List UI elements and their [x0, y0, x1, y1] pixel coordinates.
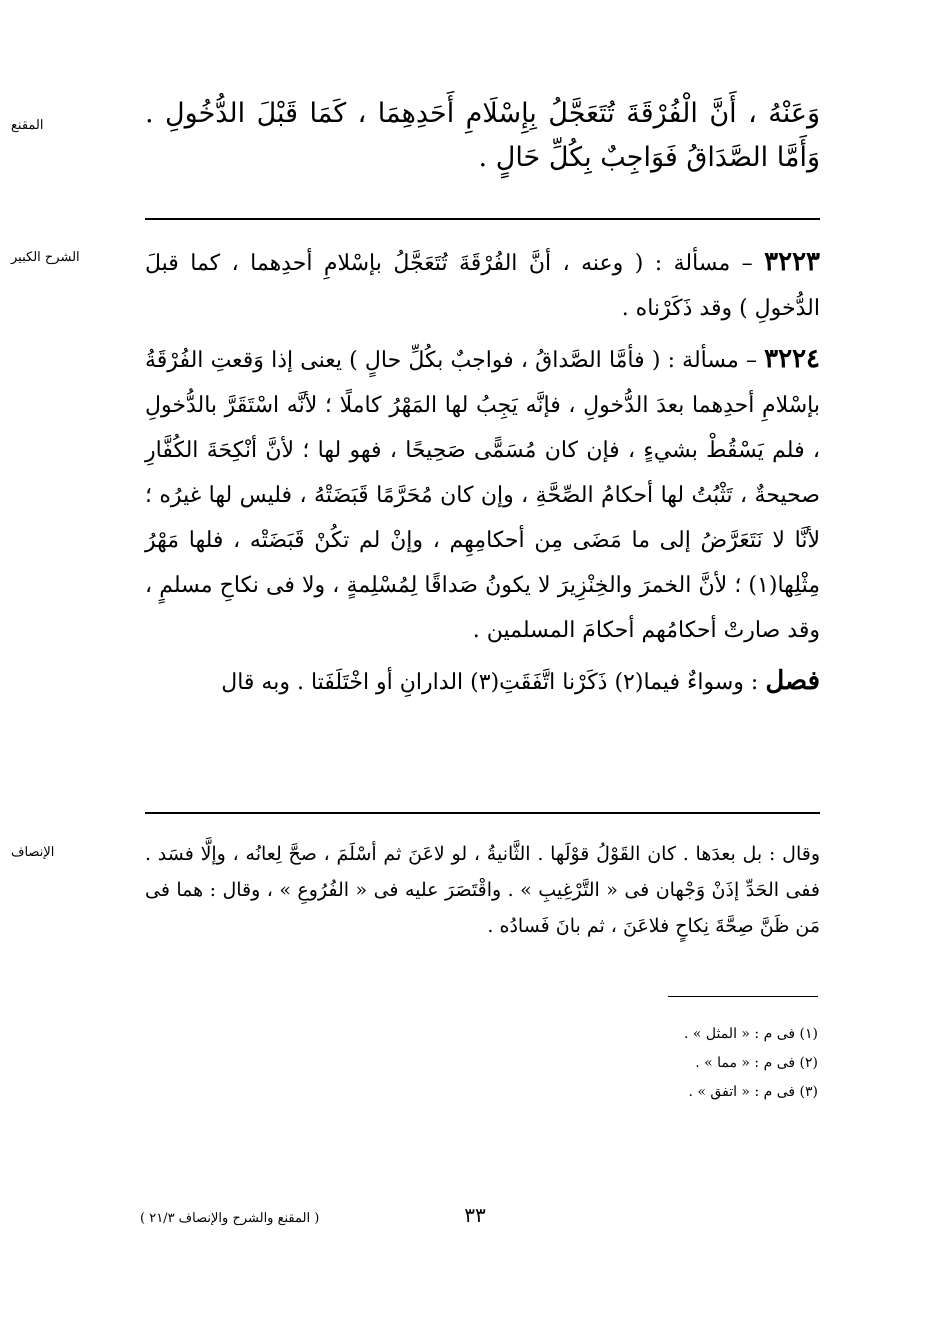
- issue-number: ٣٢٢٣: [764, 247, 820, 277]
- fasl-heading: فصل: [765, 666, 820, 696]
- issue-number: ٣٢٢٤: [764, 344, 820, 374]
- footnote-2: (٢) فى م : « مما » .: [695, 1055, 818, 1071]
- sharh-fasl: [145, 659, 820, 705]
- margin-label-insaf: الإنصاف: [11, 845, 55, 860]
- issue-text: – مسألة : ( وعنه ، أنَّ الفُرْقَةَ تُتَعَجَّلُ بإسْلامِ أحدِهما ، كما قبلَ الدُّخولِ ) وقد ذَكَرْناه .: [145, 251, 820, 321]
- sharh-paragraph-2: [145, 337, 820, 653]
- fasl-text: : وسواءٌ فيما(٢) ذَكَرْنا اتَّفَقَتِ(٣) الدارانِ أو اخْتَلَفَتا . وبه قال: [221, 670, 759, 695]
- muqni-text: وَعَنْهُ ، أَنَّ الْفُرْقَةَ تُتَعَجَّلُ بِإِسْلَامِ أَحَدِهِمَا ، كَمَا قَبْلَ الدُّخُولِ . وَأَمَّا الصَّدَاقُ فَوَاجِبٌ بِكُلِّ حَالٍ .: [145, 98, 820, 173]
- page-number: ٣٣: [464, 1203, 486, 1227]
- footnotes: [500, 1020, 818, 1107]
- running-footer: ( المقنع والشرح والإنصاف ٢١/٣ ): [140, 1211, 320, 1226]
- sharh-paragraph-1: [145, 240, 820, 331]
- section-divider-top: [145, 218, 820, 220]
- insaf-text: وقال : بل بعدَها . كان القَوْلُ قوْلَها . الثَّانيةُ ، لو لاعَنَ ثم أسْلَمَ ، صحَّ لِعانُه ، وإلَّا فسَد . ففى الحَدِّ إذَنْ وَجْهان فى « التَّرْغِيبِ » . واقْتَصَرَ عليه فى « الفُرُوعِ » ، وقال : هما فى مَن ظَنَّ صِحَّةَ نِكاحٍ فلاعَنَ ، ثم بانَ فَسادُه .: [145, 843, 820, 937]
- footnote-divider: [668, 996, 818, 997]
- footnote-3: (٣) فى م : « اتفق » .: [688, 1084, 818, 1100]
- issue-text: – مسألة : ( فأمَّا الصَّداقُ ، فواجبٌ بكُلِّ حالٍ ) يعنى إذا وَقعتِ الفُرْقَةُ بإسْلامِ أحدِهما بعدَ الدُّخولِ ، فإنَّه يَجِبُ لها المَهْرُ كاملًا ؛ لأنَّه اسْتَقَرَّ بالدُّخولِ ، فلم يَسْقُطْ بشيءٍ ، فإن كان مُسَمًّى صَحِيحًا ، فهو لها ؛ لأنَّ أنْكِحَةَ الكُفَّارِ صحيحةٌ ، تَثْبُتُ لها أحكامُ الصِّحَّةِ ، وإن كان مُحَرَّمًا قَبَضَتْهُ ، فليس لها غيرُه ؛ لأنَّا لا نَتَعَرَّضُ إلى ما مَضَى مِن أحكامِهِم ، وإنْ لم تكُنْ قَبَضَتْه ، فلها مَهْرُ مِثْلِها(١) ؛ لأنَّ الخمرَ والخِنْزِيرَ لا يكونُ صَداقًا لِمُسْلِمةٍ ، ولا فى نكاحِ مسلمٍ ، وقد صارتْ أحكامُهم أحكامَ المسلمين .: [145, 348, 820, 643]
- margin-label-sharh: الشرح الكبير: [11, 250, 80, 265]
- section-divider-bottom: [145, 812, 820, 814]
- margin-label-muqni: المقنع: [11, 118, 44, 133]
- footnote-1: (١) فى م : « المثل » .: [683, 1026, 818, 1042]
- sharh-section: [145, 240, 820, 711]
